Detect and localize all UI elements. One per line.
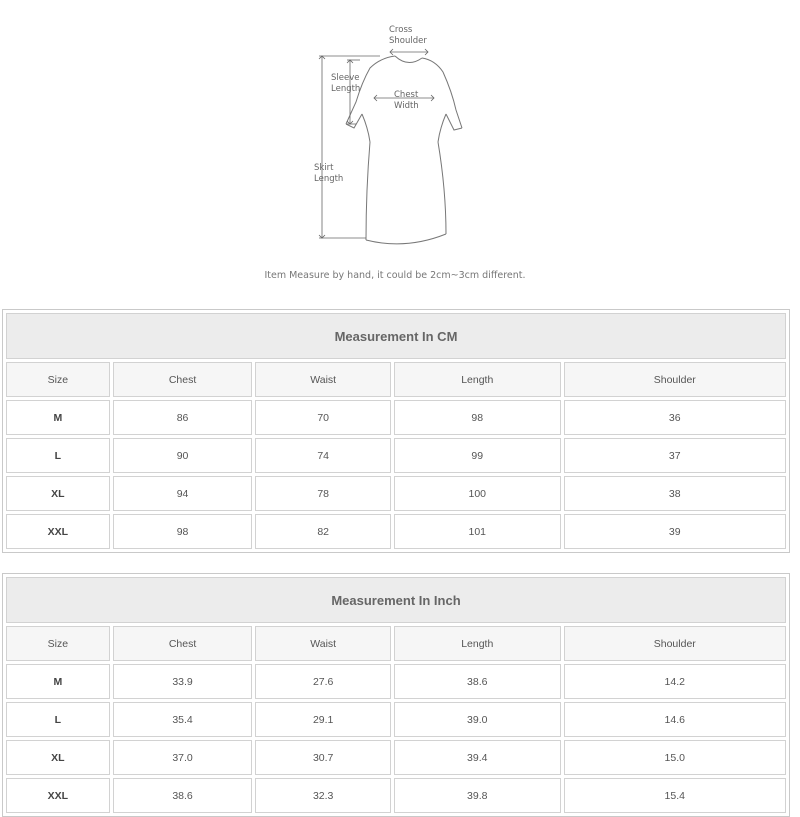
column-header: Shoulder	[564, 626, 786, 661]
size-cell: L	[6, 702, 110, 737]
table-cell: 78	[255, 476, 391, 511]
table-cell: 100	[394, 476, 561, 511]
size-cell: XL	[6, 476, 110, 511]
size-cell: XXL	[6, 778, 110, 813]
table-row	[6, 778, 786, 813]
cross-shoulder-label-2: Shoulder	[389, 36, 427, 46]
column-header: Chest	[113, 362, 253, 397]
table-cell: 38.6	[394, 664, 561, 699]
measurement-note: Item Measure by hand, it could be 2cm~3cm different.	[264, 270, 526, 281]
table-cell: 37	[564, 438, 786, 473]
table-cell: 33.9	[113, 664, 253, 699]
table-cell: 27.6	[255, 664, 391, 699]
table-cell: 15.0	[564, 740, 786, 775]
table-cell: 14.2	[564, 664, 786, 699]
size-cell: XXL	[6, 514, 110, 549]
column-header: Shoulder	[564, 362, 786, 397]
table-header-row	[6, 626, 786, 661]
column-header: Size	[6, 362, 110, 397]
table-cell: 38.6	[113, 778, 253, 813]
table-cell: 98	[394, 400, 561, 435]
column-header: Length	[394, 626, 561, 661]
table-caption: Measurement In Inch	[6, 577, 786, 623]
table-cell: 94	[113, 476, 253, 511]
size-cell: XL	[6, 740, 110, 775]
size-cell: M	[6, 400, 110, 435]
chest-width-label-2: Width	[394, 101, 419, 111]
table-cell: 101	[394, 514, 561, 549]
table-cell: 15.4	[564, 778, 786, 813]
table-cell: 35.4	[113, 702, 253, 737]
chest-width-label-1: Chest	[394, 90, 419, 100]
table-cell: 37.0	[113, 740, 253, 775]
table-header-row	[6, 362, 786, 397]
table-cell: 99	[394, 438, 561, 473]
skirt-length-label-1: Skirt	[314, 163, 334, 173]
column-header: Waist	[255, 626, 391, 661]
table-row	[6, 438, 786, 473]
table-cell: 39	[564, 514, 786, 549]
table-cell: 74	[255, 438, 391, 473]
table-cell: 39.4	[394, 740, 561, 775]
size-cell: L	[6, 438, 110, 473]
table-cell: 98	[113, 514, 253, 549]
table-cell: 32.3	[255, 778, 391, 813]
table-cell: 39.8	[394, 778, 561, 813]
table-cell: 39.0	[394, 702, 561, 737]
table-cell: 82	[255, 514, 391, 549]
measurement-diagram	[300, 20, 500, 252]
table-cell: 38	[564, 476, 786, 511]
table-row	[6, 476, 786, 511]
table-cell: 14.6	[564, 702, 786, 737]
sleeve-length-label-1: Sleeve	[331, 73, 360, 83]
size-table-inch	[2, 573, 790, 817]
column-header: Chest	[113, 626, 253, 661]
table-row	[6, 664, 786, 699]
table-cell: 36	[564, 400, 786, 435]
table-cell: 86	[113, 400, 253, 435]
table-row	[6, 702, 786, 737]
size-cell: M	[6, 664, 110, 699]
table-cell: 70	[255, 400, 391, 435]
skirt-length-label-2: Length	[314, 174, 344, 184]
table-caption: Measurement In CM	[6, 313, 786, 359]
size-table-cm	[2, 309, 790, 553]
table-cell: 29.1	[255, 702, 391, 737]
column-header: Waist	[255, 362, 391, 397]
dress-outline-icon	[300, 20, 500, 252]
cross-shoulder-label-1: Cross	[389, 25, 413, 35]
table-cell: 90	[113, 438, 253, 473]
table-row	[6, 400, 786, 435]
table-row	[6, 514, 786, 549]
column-header: Length	[394, 362, 561, 397]
column-header: Size	[6, 626, 110, 661]
table-row	[6, 740, 786, 775]
table-cell: 30.7	[255, 740, 391, 775]
sleeve-length-label-2: Length	[331, 84, 361, 94]
